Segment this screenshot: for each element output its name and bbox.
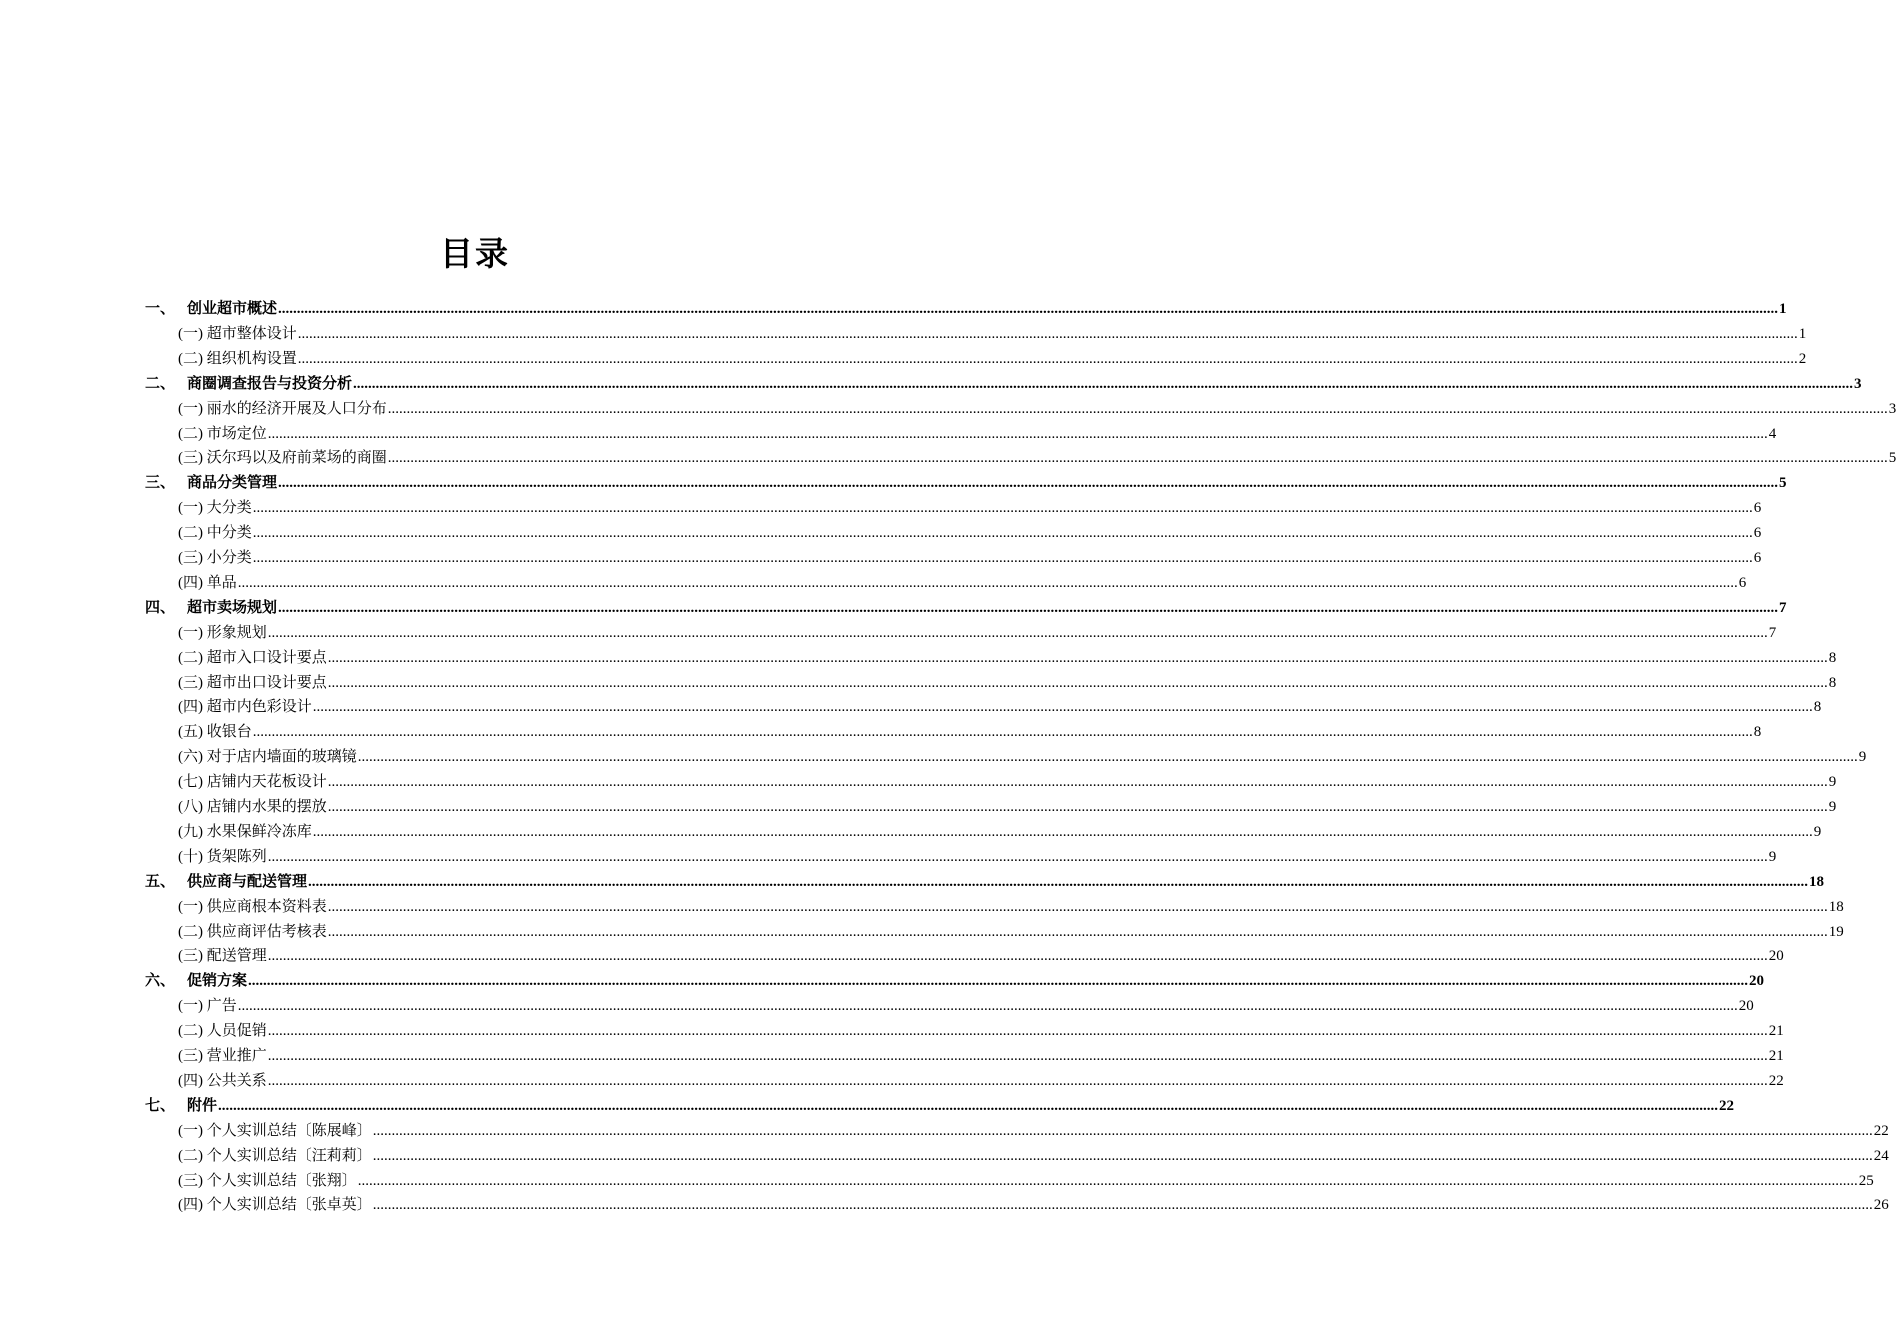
toc-section-entry[interactable] [178, 643, 1837, 667]
toc-section-entry[interactable] [178, 443, 1896, 467]
toc-entry-label: (四) 公共关系 [178, 1072, 267, 1089]
toc-chapter-entry[interactable] [145, 966, 1765, 990]
toc-page-number: 3 [1854, 375, 1862, 392]
toc-section-entry[interactable] [178, 668, 1837, 692]
toc-page-number: 21 [1768, 1023, 1784, 1040]
toc-dot-leader: ................................................................................................................................................................................................................................................................................................................................................................................................................ [267, 1072, 1768, 1089]
toc-entry-label: (一) 丽水的经济开展及人口分布 [178, 400, 387, 417]
toc-page-number: 22 [1768, 1072, 1784, 1089]
toc-page-number: 26 [1873, 1197, 1889, 1214]
toc-chapter-number: 一、 [145, 301, 176, 317]
toc-section-entry[interactable] [178, 767, 1837, 791]
toc-entry-label: 商品分类管理 [187, 475, 278, 492]
toc-section-entry[interactable] [178, 419, 1777, 443]
toc-entry-label: (二) 超市入口设计要点 [178, 649, 327, 666]
toc-page-number: 1 [1798, 325, 1807, 342]
toc-section-entry[interactable] [178, 717, 1762, 741]
toc-section-entry[interactable] [178, 1066, 1784, 1090]
toc-entry-label: (一) 超市整体设计 [178, 325, 297, 342]
toc-dot-leader: ................................................................................................................................................................................................................................................................................................................................................................................................................ [252, 500, 1753, 517]
toc-page-number: 6 [1753, 525, 1762, 542]
toc-page-number: 25 [1858, 1172, 1874, 1189]
toc-section-entry[interactable] [178, 1166, 1874, 1190]
toc-page-number: 7 [1768, 624, 1777, 641]
toc-page-number: 6 [1753, 550, 1762, 566]
toc-dot-leader: ................................................................................................................................................................................................................................................................................................................................................................................................................ [312, 823, 1813, 840]
toc-dot-leader: ................................................................................................................................................................................................................................................................................................................................................................................................................ [278, 301, 1779, 317]
toc-dot-leader: ................................................................................................................................................................................................................................................................................................................................................................................................................ [327, 799, 1828, 815]
toc-chapter-entry[interactable] [145, 867, 1825, 891]
toc-section-entry[interactable] [178, 1141, 1889, 1165]
toc-section-entry[interactable] [178, 917, 1844, 941]
toc-page-number: 20 [1768, 948, 1784, 965]
toc-page-number: 8 [1828, 649, 1837, 666]
toc-page-number: 22 [1873, 1122, 1889, 1139]
toc-page-number: 7 [1779, 599, 1787, 616]
toc-page-number: 9 [1828, 774, 1837, 791]
toc-entry-label: 附件 [187, 1097, 218, 1114]
toc-dot-leader: ................................................................................................................................................................................................................................................................................................................................................................................................................ [308, 873, 1809, 890]
toc-page-number: 20 [1738, 998, 1754, 1015]
toc-page-number: 6 [1738, 574, 1747, 591]
toc-section-entry[interactable] [178, 1116, 1889, 1140]
toc-entry-label: 创业超市概述 [187, 301, 278, 317]
toc-section-entry[interactable] [178, 518, 1762, 542]
toc-dot-leader: ................................................................................................................................................................................................................................................................................................................................................................................................................ [267, 425, 1768, 442]
toc-section-entry[interactable] [178, 319, 1807, 343]
toc-page-number: 9 [1828, 799, 1837, 815]
toc-entry-label: 供应商与配送管理 [187, 873, 308, 890]
toc-entry-label: (二) 人员促销 [178, 1023, 267, 1040]
toc-dot-leader: ................................................................................................................................................................................................................................................................................................................................................................................................................ [237, 998, 1738, 1015]
toc-dot-leader: ................................................................................................................................................................................................................................................................................................................................................................................................................ [267, 848, 1768, 865]
toc-entry-label: (三) 营业推广 [178, 1048, 267, 1064]
toc-page-number: 3 [1888, 400, 1896, 417]
page-title: 目录 [440, 234, 510, 273]
toc-section-entry[interactable] [178, 493, 1762, 517]
toc-dot-leader: ................................................................................................................................................................................................................................................................................................................................................................................................................ [237, 574, 1738, 591]
toc-page-number: 8 [1828, 674, 1837, 691]
toc-dot-leader: ................................................................................................................................................................................................................................................................................................................................................................................................................ [278, 475, 1779, 492]
toc-page-number: 18 [1828, 898, 1844, 915]
toc-entry-label: (七) 店铺内天花板设计 [178, 774, 327, 791]
toc-entry-label: (二) 组织机构设置 [178, 350, 297, 367]
toc-dot-leader: ................................................................................................................................................................................................................................................................................................................................................................................................................ [312, 699, 1813, 716]
toc-chapter-number: 三、 [145, 475, 176, 492]
toc-page-number: 22 [1719, 1097, 1735, 1114]
toc-section-entry[interactable] [178, 991, 1754, 1015]
toc-dot-leader: ................................................................................................................................................................................................................................................................................................................................................................................................................ [357, 1172, 1858, 1189]
toc-entry-label: (二) 中分类 [178, 525, 252, 542]
toc-section-entry[interactable] [178, 692, 1822, 716]
toc-section-entry[interactable] [178, 792, 1837, 816]
toc-section-entry[interactable] [178, 543, 1762, 567]
toc-entry-label: (三) 个人实训总结〔张翔〕 [178, 1172, 357, 1189]
toc-page-number: 20 [1749, 973, 1765, 990]
toc-section-entry[interactable] [178, 568, 1747, 592]
toc-dot-leader: ................................................................................................................................................................................................................................................................................................................................................................................................................ [372, 1122, 1873, 1139]
toc-chapter-number: 六、 [145, 973, 176, 990]
toc-section-entry[interactable] [178, 842, 1777, 866]
toc-entry-label: (八) 店铺内水果的摆放 [178, 799, 327, 815]
toc-section-entry[interactable] [178, 941, 1784, 965]
toc-dot-leader: ................................................................................................................................................................................................................................................................................................................................................................................................................ [327, 774, 1828, 791]
toc-entry-label: (一) 个人实训总结〔陈展峰〕 [178, 1122, 372, 1139]
toc-entry-label: 超市卖场规划 [187, 599, 278, 616]
toc-entry-label: (三) 配送管理 [178, 948, 267, 965]
toc-entry-label: (二) 市场定位 [178, 425, 267, 442]
toc-page-number: 2 [1798, 350, 1807, 367]
toc-chapter-entry[interactable] [145, 468, 1787, 492]
toc-dot-leader: ................................................................................................................................................................................................................................................................................................................................................................................................................ [387, 400, 1888, 417]
toc-section-entry[interactable] [178, 1016, 1784, 1040]
toc-page-number: 19 [1828, 923, 1844, 940]
toc-entry-label: (四) 个人实训总结〔张卓英〕 [178, 1197, 372, 1214]
toc-section-entry[interactable] [178, 618, 1777, 642]
toc-entry-label: (三) 超市出口设计要点 [178, 674, 327, 691]
toc-chapter-number: 二、 [145, 375, 176, 392]
toc-entry-label: (一) 形象规划 [178, 624, 267, 641]
toc-entry-label: (五) 收银台 [178, 724, 252, 741]
toc-dot-leader: ................................................................................................................................................................................................................................................................................................................................................................................................................ [218, 1097, 1719, 1114]
toc-page-number: 9 [1813, 823, 1822, 840]
toc-entry-label: 促销方案 [187, 973, 248, 990]
toc-section-entry[interactable] [178, 742, 1867, 766]
toc-chapter-entry[interactable] [145, 294, 1787, 318]
toc-dot-leader: ................................................................................................................................................................................................................................................................................................................................................................................................................ [327, 923, 1828, 940]
toc-dot-leader: ................................................................................................................................................................................................................................................................................................................................................................................................................ [372, 1197, 1873, 1214]
toc-entry-label: (四) 单品 [178, 574, 237, 591]
toc-entry-label: (二) 供应商评估考核表 [178, 923, 327, 940]
toc-page-number: 5 [1779, 475, 1787, 492]
toc-dot-leader: ................................................................................................................................................................................................................................................................................................................................................................................................................ [267, 1048, 1768, 1064]
toc-section-entry[interactable] [178, 1190, 1889, 1214]
toc-entry-label: (九) 水果保鲜冷冻库 [178, 823, 312, 840]
toc-page-number: 21 [1768, 1048, 1784, 1064]
toc-entry-label: (一) 供应商根本资料表 [178, 898, 327, 915]
toc-dot-leader: ................................................................................................................................................................................................................................................................................................................................................................................................................ [353, 375, 1854, 392]
toc-page-number: 4 [1768, 425, 1777, 442]
toc-entry-label: (一) 广告 [178, 998, 237, 1015]
toc-dot-leader: ................................................................................................................................................................................................................................................................................................................................................................................................................ [267, 624, 1768, 641]
toc-entry-label: (十) 货架陈列 [178, 848, 267, 865]
toc-dot-leader: ................................................................................................................................................................................................................................................................................................................................................................................................................ [297, 325, 1798, 342]
toc-dot-leader: ................................................................................................................................................................................................................................................................................................................................................................................................................ [248, 973, 1749, 990]
toc-dot-leader: ................................................................................................................................................................................................................................................................................................................................................................................................................ [372, 1147, 1873, 1164]
toc-dot-leader: ................................................................................................................................................................................................................................................................................................................................................................................................................ [327, 674, 1828, 691]
toc-entry-label: (四) 超市内色彩设计 [178, 699, 312, 716]
toc-chapter-number: 四、 [145, 599, 176, 616]
toc-dot-leader: ................................................................................................................................................................................................................................................................................................................................................................................................................ [252, 550, 1753, 566]
toc-dot-leader: ................................................................................................................................................................................................................................................................................................................................................................................................................ [267, 1023, 1768, 1040]
toc-chapter-number: 五、 [145, 873, 176, 890]
toc-dot-leader: ................................................................................................................................................................................................................................................................................................................................................................................................................ [297, 350, 1798, 367]
toc-dot-leader: ................................................................................................................................................................................................................................................................................................................................................................................................................ [327, 898, 1828, 915]
toc-chapter-entry[interactable] [145, 1091, 1735, 1115]
toc-page-number: 18 [1809, 873, 1825, 890]
toc-dot-leader: ................................................................................................................................................................................................................................................................................................................................................................................................................ [252, 724, 1753, 741]
toc-section-entry[interactable] [178, 394, 1896, 418]
toc-chapter-entry[interactable] [145, 369, 1862, 393]
toc-dot-leader: ................................................................................................................................................................................................................................................................................................................................................................................................................ [252, 525, 1753, 542]
toc-page-number: 8 [1753, 724, 1762, 741]
toc-page-number: 5 [1888, 450, 1896, 467]
toc-section-entry[interactable] [178, 1041, 1784, 1065]
toc-dot-leader: ................................................................................................................................................................................................................................................................................................................................................................................................................ [357, 749, 1858, 766]
toc-entry-label: (六) 对于店内墙面的玻璃镜 [178, 749, 357, 766]
toc-section-entry[interactable] [178, 892, 1844, 916]
toc-entry-label: 商圈调查报告与投资分析 [187, 375, 353, 392]
toc-dot-leader: ................................................................................................................................................................................................................................................................................................................................................................................................................ [327, 649, 1828, 666]
toc-page-number: 9 [1768, 848, 1777, 865]
toc-entry-label: (二) 个人实训总结〔汪莉莉〕 [178, 1147, 372, 1164]
toc-dot-leader: ................................................................................................................................................................................................................................................................................................................................................................................................................ [387, 450, 1888, 467]
toc-chapter-number: 七、 [145, 1097, 176, 1114]
toc-entry-label: (一) 大分类 [178, 500, 252, 517]
toc-page-number: 24 [1873, 1147, 1889, 1164]
toc-dot-leader: ................................................................................................................................................................................................................................................................................................................................................................................................................ [278, 599, 1779, 616]
toc-page-number: 8 [1813, 699, 1822, 716]
toc-section-entry[interactable] [178, 344, 1807, 368]
toc-section-entry[interactable] [178, 817, 1822, 841]
toc-entry-label: (三) 小分类 [178, 550, 252, 566]
toc-page-number: 6 [1753, 500, 1762, 517]
toc-dot-leader: ................................................................................................................................................................................................................................................................................................................................................................................................................ [267, 948, 1768, 965]
toc-page-number: 1 [1779, 301, 1787, 317]
toc-page-number: 9 [1858, 749, 1867, 766]
toc-entry-label: (三) 沃尔玛以及府前菜场的商圈 [178, 450, 387, 467]
toc-chapter-entry[interactable] [145, 593, 1787, 617]
